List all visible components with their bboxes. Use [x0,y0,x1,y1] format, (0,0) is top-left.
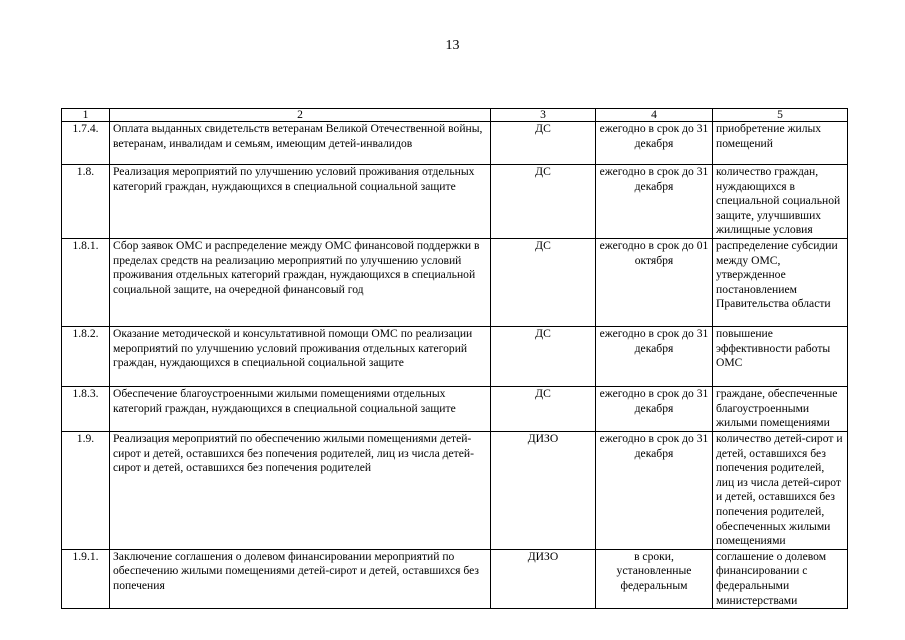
row-number: 1.8.1. [62,238,110,326]
executor: ДС [491,122,596,165]
activity-name: Заключение соглашения о долевом финансировании мероприятий по обеспечению жилыми помещениями детей-сирот и детей, оставшихся без попечения [110,549,491,608]
executor: ДС [491,238,596,326]
executor: ДИЗО [491,549,596,608]
table-row [62,326,848,386]
deadline: ежегодно в срок до 31 декабря [596,431,713,549]
table-row [62,549,848,608]
executor: ДС [491,386,596,431]
expected-result: количество детей-сирот и детей, оставшихся без попечения родителей, лиц из числа детей-сирот и детей, оставшихся без попечения родителей, обеспеченных жилыми помещениями [713,431,848,549]
activity-name: Реализация мероприятий по улучшению условий проживания отдельных категорий граждан, нуждающихся в специальной социальной защите [110,165,491,239]
activity-name: Обеспечение благоустроенными жилыми помещениями отдельных категорий граждан, нуждающихся в специальной социальной защите [110,386,491,431]
expected-result: приобретение жилых помещений [713,122,848,165]
deadline: ежегодно в срок до 31 декабря [596,165,713,239]
row-number: 1.9.1. [62,549,110,608]
deadline: ежегодно в срок до 01 октября [596,238,713,326]
table-row [62,122,848,165]
deadline: в сроки, установленные федеральным [596,549,713,608]
deadline: ежегодно в срок до 31 декабря [596,326,713,386]
executor: ДС [491,165,596,239]
table-row [62,431,848,549]
header-cell-5: 5 [713,109,848,122]
table-row [62,386,848,431]
header-cell-3: 3 [491,109,596,122]
table-row [62,238,848,326]
executor: ДИЗО [491,431,596,549]
header-cell-4: 4 [596,109,713,122]
page-number: 13 [445,38,460,53]
row-number: 1.8.2. [62,326,110,386]
activity-name: Реализация мероприятий по обеспечению жилыми помещениями детей-сирот и детей, оставшихся без попечения родителей, лиц из числа детей-сирот и детей, оставшихся без попечения родителей [110,431,491,549]
row-number: 1.7.4. [62,122,110,165]
expected-result: распределение субсидии между ОМС, утвержденное постановлением Правительства области [713,238,848,326]
activity-name: Оказание методической и консультативной помощи ОМС по реализации мероприятий по улучшению условий проживания отдельных категорий граждан, нуждающихся в специальной социальной защите [110,326,491,386]
deadline: ежегодно в срок до 31 декабря [596,386,713,431]
executor: ДС [491,326,596,386]
expected-result: соглашение о долевом финансировании с федеральными министерствами [713,549,848,608]
table-header-row [62,109,848,122]
deadline: ежегодно в срок до 31 декабря [596,122,713,165]
activity-name: Сбор заявок ОМС и распределение между ОМС финансовой поддержки в пределах средств на реализацию мероприятий по улучшению условий проживания отдельных категорий граждан, нуждающихся в специальной социальной защите, на очередной финансовый год [110,238,491,326]
row-number: 1.8.3. [62,386,110,431]
expected-result: количество граждан, нуждающихся в специальной социальной защите, улучшивших жилищные условия [713,165,848,239]
expected-result: повышение эффективности работы ОМС [713,326,848,386]
row-number: 1.8. [62,165,110,239]
expected-result: граждане, обеспеченные благоустроенными жилыми помещениями [713,386,848,431]
header-cell-1: 1 [62,109,110,122]
row-number: 1.9. [62,431,110,549]
table-row [62,165,848,239]
activity-name: Оплата выданных свидетельств ветеранам Великой Отечественной войны, ветеранам, инвалидам и семьям, имеющим детей-инвалидов [110,122,491,165]
action-plan-table [61,108,848,609]
header-cell-2: 2 [110,109,491,122]
